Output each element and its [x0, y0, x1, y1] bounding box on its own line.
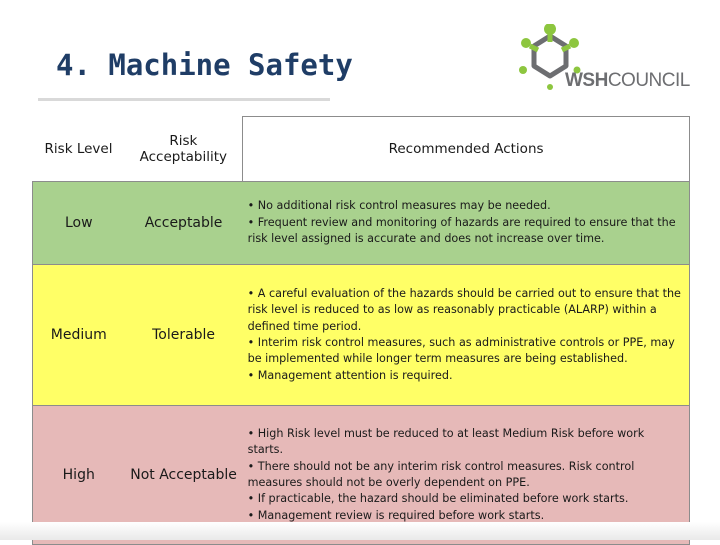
logo-wordmark-rest: COUNCIL: [607, 70, 690, 91]
risk-level-cell: Medium: [33, 265, 125, 406]
title-underline: [38, 98, 330, 101]
slide-bottom-shadow: [0, 522, 720, 540]
page-title: 4. Machine Safety: [56, 48, 353, 82]
action-bullet: • Management attention is required.: [247, 368, 453, 382]
acceptability-cell: Not Acceptable: [125, 406, 243, 545]
logo-wordmark: [565, 70, 690, 92]
table-row-medium: [33, 265, 690, 406]
actions-cell: [243, 182, 690, 265]
risk-level-cell: High: [33, 406, 125, 545]
acceptability-cell: Acceptable: [125, 182, 243, 265]
risk-level-cell: Low: [33, 182, 125, 265]
header-risk-level: Risk Level: [44, 140, 113, 157]
action-bullet: • Frequent review and monitoring of hazards are required to ensure that the risk level assigned is accurate and does not increase over time.: [247, 215, 676, 246]
table-row-low: [33, 182, 690, 265]
actions-cell: [243, 265, 690, 406]
acceptability-cell: Tolerable: [125, 265, 243, 406]
action-bullet: • No additional risk control measures may be needed.: [247, 199, 551, 213]
header-recommended-actions: Recommended Actions: [243, 117, 690, 182]
action-bullet: • A careful evaluation of the hazards should be carried out to ensure that the risk level is reduced to as low as reasonably practicable (ALARP) within a defined time period.: [247, 286, 681, 333]
risk-matrix-table: [32, 116, 690, 545]
action-bullet: • There should not be any interim risk control measures. Risk control measures should not be overly dependent on PPE.: [247, 459, 635, 489]
action-bullet: • High Risk level must be reduced to at least Medium Risk before work starts.: [247, 426, 645, 457]
action-bullet: • Interim risk control measures, such as administrative controls or PPE, may be implemented while longer term measures are being established.: [247, 336, 675, 366]
header-risk-acceptability: Risk Acceptability: [139, 132, 227, 165]
table-header-row: [33, 117, 690, 182]
logo-wordmark-bold: WSH: [565, 70, 608, 91]
action-bullet: • Management review is required before work starts.: [247, 508, 545, 522]
action-bullet: • If practicable, the hazard should be eliminated before work starts.: [247, 492, 629, 506]
